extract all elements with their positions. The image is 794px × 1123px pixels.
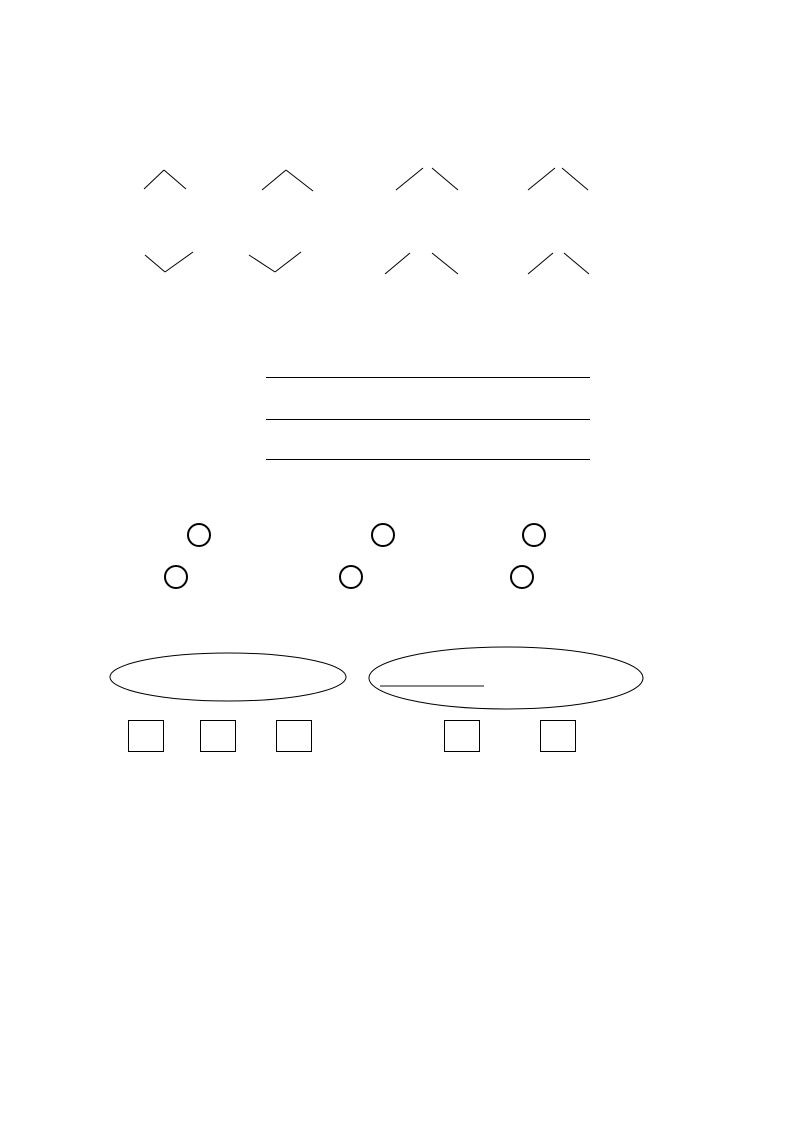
answer-box-2[interactable] bbox=[200, 720, 236, 752]
triangles-ellipse bbox=[369, 647, 643, 709]
answer-box-1[interactable] bbox=[128, 720, 164, 752]
answer-box-5[interactable] bbox=[540, 720, 576, 752]
answer-box-3[interactable] bbox=[276, 720, 312, 752]
answer-box-4[interactable] bbox=[444, 720, 480, 752]
hearts-ellipse bbox=[110, 653, 346, 701]
